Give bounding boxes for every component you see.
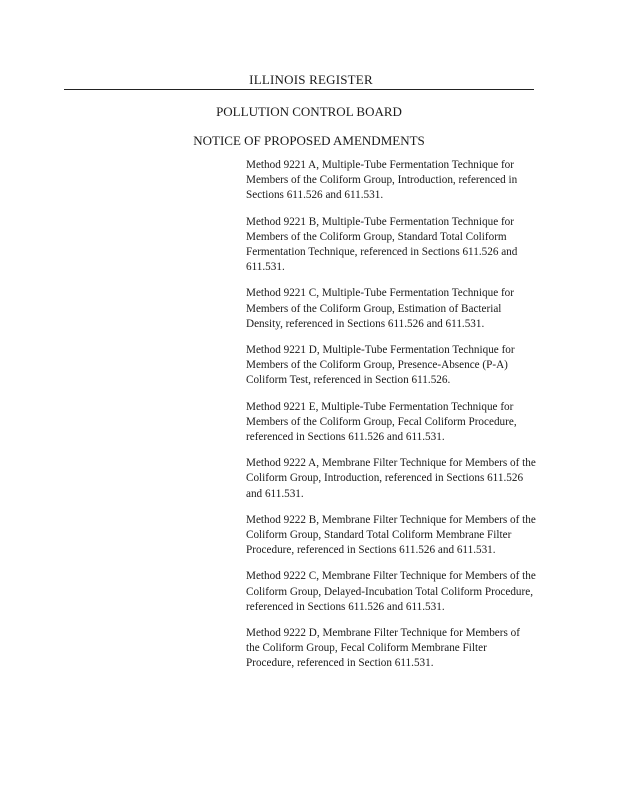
- method-entry: Method 9221 E, Multiple-Tube Fermentation Technique for Members of the Coliform Group, Fecal Coliform Procedure, referenced in Sections 611.526 and 611.531.: [246, 400, 517, 444]
- method-entry: Method 9221 B, Multiple-Tube Fermentation Technique for Members of the Coliform Group, Standard Total Coliform Fermentation Technique, referenced in Sections 611.526 and 611.531.: [246, 215, 518, 274]
- method-entry: Method 9221 D, Multiple-Tube Fermentation Technique for Members of the Coliform Group, Presence-Absence (P-A) Coliform Test, referenced in Section 611.526.: [246, 344, 515, 387]
- method-entry: Method 9222 D, Membrane Filter Technique for Members of the Coliform Group, Fecal Coliform Membrane Filter Procedure, referenced in Section 611.531.: [246, 627, 520, 670]
- method-entry: Method 9222 A, Membrane Filter Technique for Members of the Coliform Group, Introduction, referenced in Sections 611.526 and 611.531.: [246, 457, 536, 500]
- method-entry: Method 9221 C, Multiple-Tube Fermentation Technique for Members of the Coliform Group, Estimation of Bacterial Density, referenced in Sections 611.526 and 611.531.: [246, 287, 514, 330]
- method-list: [246, 158, 536, 672]
- notice-title: NOTICE OF PROPOSED AMENDMENTS: [193, 133, 425, 148]
- register-title: ILLINOIS REGISTER: [249, 72, 373, 87]
- method-entry: Method 9222 C, Membrane Filter Technique for Members of the Coliform Group, Delayed-Incubation Total Coliform Procedure, referenced in Sections 611.526 and 611.531.: [246, 570, 536, 613]
- board-title: POLLUTION CONTROL BOARD: [216, 104, 402, 119]
- method-entry: Method 9222 B, Membrane Filter Technique for Members of the Coliform Group, Standard Total Coliform Membrane Filter Procedure, referenced in Sections 611.526 and 611.531.: [246, 513, 536, 557]
- method-entry: Method 9221 A, Multiple-Tube Fermentation Technique for Members of the Coliform Group, Introduction, referenced in Sections 611.526 and 611.531.: [246, 159, 518, 202]
- header-rule: [64, 89, 534, 90]
